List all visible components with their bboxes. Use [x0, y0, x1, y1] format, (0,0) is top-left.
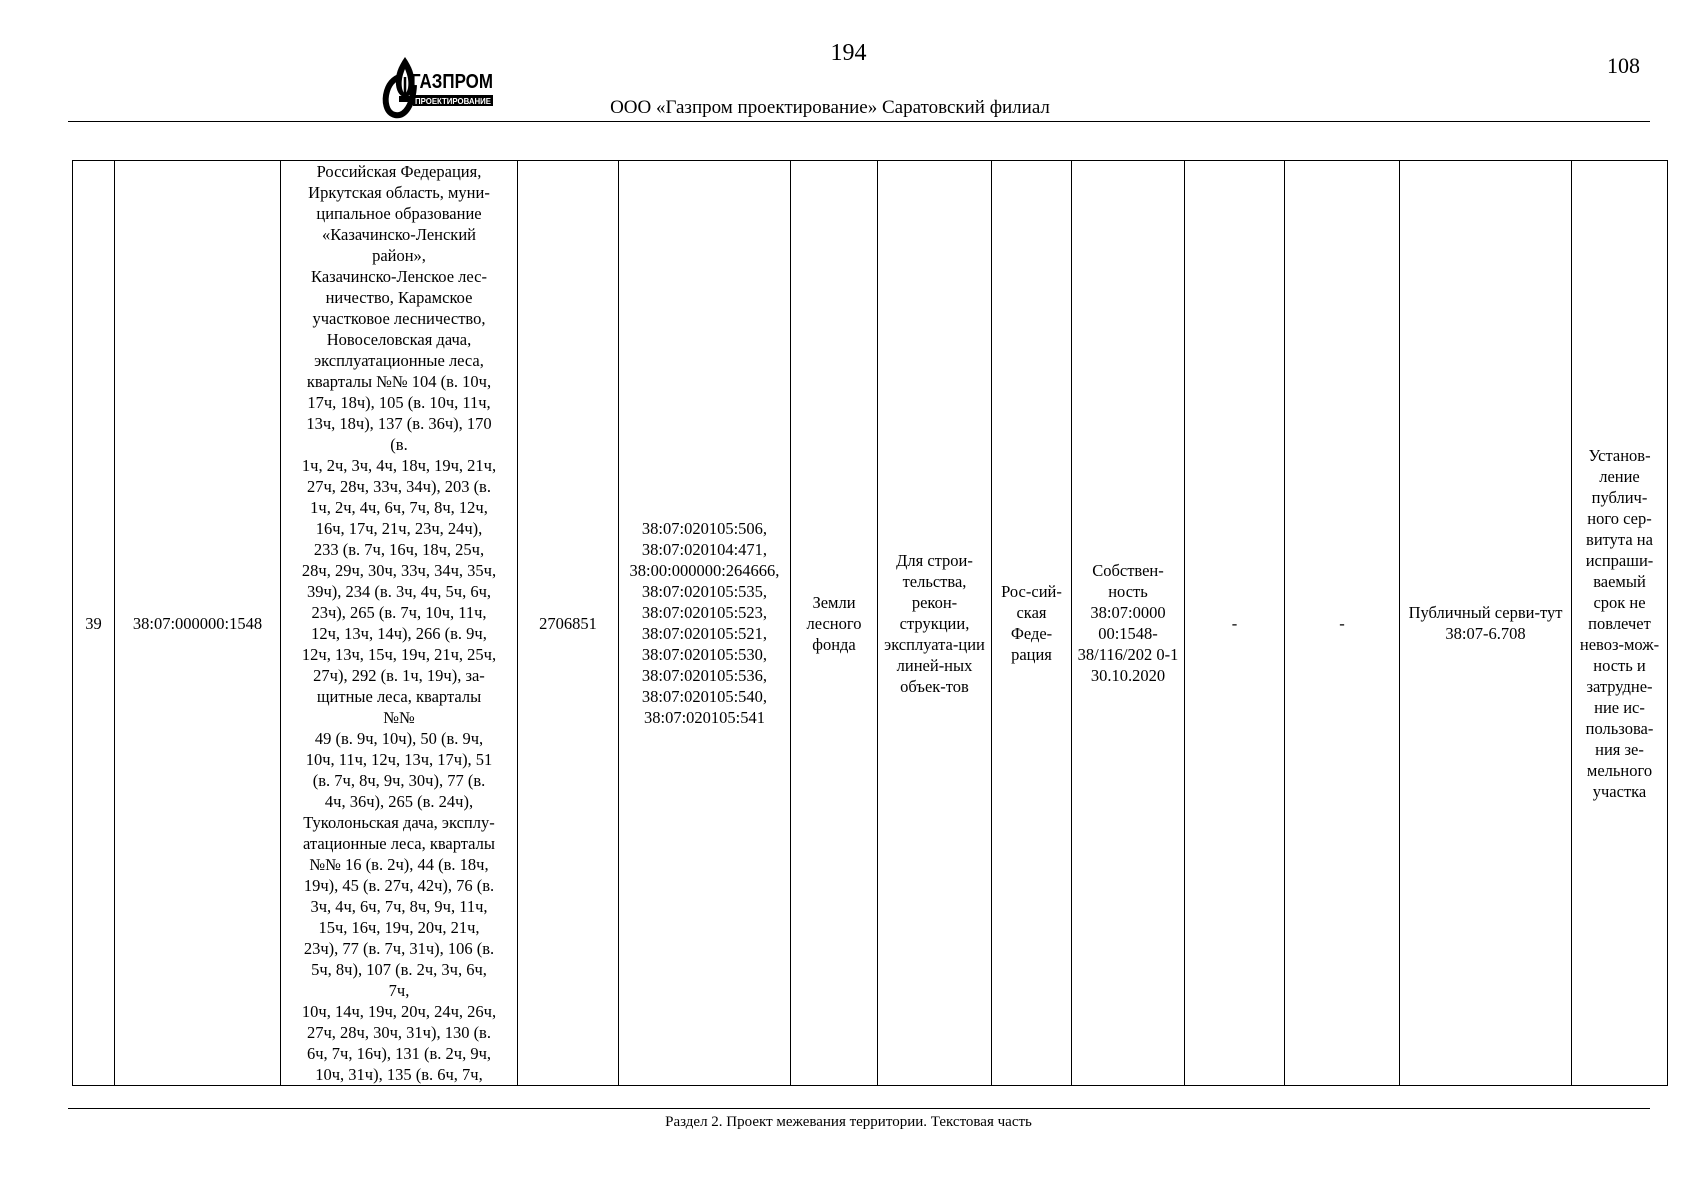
- parcel-number: 38:07:020105:535,: [641, 582, 768, 601]
- cadastral-number: 38:07:000000:1548: [115, 161, 281, 1086]
- footer-section-title: Раздел 2. Проект межевания территории. Текстовая часть: [665, 1114, 1032, 1130]
- footer-divider: [68, 1108, 1650, 1109]
- address-line: 39ч), 234 (в. 3ч, 4ч, 5ч, 6ч,: [306, 582, 492, 601]
- address-line: 13ч, 18ч), 137 (в. 36ч), 170: [306, 414, 492, 433]
- address-line: 4ч, 36ч), 265 (в. 24ч),: [324, 792, 474, 811]
- logo-wordmark: ГАЗПРОМ: [411, 71, 493, 93]
- parcel-number: 38:07:020105:506,: [641, 519, 768, 538]
- address-line: №№ 16 (в. 2ч), 44 (в. 18ч,: [309, 855, 489, 874]
- address-line: 233 (в. 7ч, 16ч, 18ч, 25ч,: [313, 540, 485, 559]
- address-line: 15ч, 16ч, 19ч, 20ч, 21ч,: [318, 918, 480, 937]
- address-line: 12ч, 13ч, 15ч, 19ч, 21ч, 25ч,: [301, 645, 497, 664]
- permitted-use: Для строи-тельства, рекон-струкции, эксплуата-ции линей-ных объек-тов: [878, 161, 992, 1086]
- address-line: 16ч, 17ч, 21ч, 23ч, 24ч),: [315, 519, 483, 538]
- company-name: ООО «Газпром проектирование» Саратовский филиал: [610, 97, 1050, 118]
- address-line: 12ч, 13ч, 14ч), 266 (в. 9ч,: [311, 624, 487, 643]
- parcel-number: 38:07:020105:523,: [641, 603, 768, 622]
- plot-address: [281, 161, 518, 1086]
- address-line: участковое лесничество,: [312, 309, 486, 328]
- logo-subtext: ПРОЕКТИРОВАНИЕ: [415, 96, 492, 106]
- parcel-number: 38:07:020104:471,: [641, 540, 768, 559]
- address-line: 19ч), 45 (в. 27ч, 42ч), 76 (в.: [303, 876, 495, 895]
- land-plots-table: [72, 160, 1668, 1086]
- address-line: (в.: [390, 435, 408, 454]
- header-divider: [68, 121, 1650, 122]
- row-number: 39: [73, 161, 115, 1086]
- registered-rights: Собствен-ность 38:07:0000 00:1548-38/116/202 0-1 30.10.2020: [1072, 161, 1185, 1086]
- table-row: [73, 161, 1668, 1086]
- address-line: район»,: [372, 246, 426, 265]
- address-line: 10ч, 31ч), 135 (в. 6ч, 7ч,: [315, 1065, 483, 1084]
- encumbrance: Публичный серви-тут 38:07-6.708: [1400, 161, 1572, 1086]
- address-line: №№: [383, 708, 415, 727]
- empty-value: -: [1285, 161, 1400, 1086]
- address-line: 49 (в. 9ч, 10ч), 50 (в. 9ч,: [314, 729, 484, 748]
- page-number: 194: [830, 40, 867, 66]
- address-line: ципальное образование: [316, 204, 482, 223]
- address-line: 17ч, 18ч), 105 (в. 10ч, 11ч,: [307, 393, 491, 412]
- address-line: 10ч, 11ч, 12ч, 13ч, 17ч), 51: [305, 750, 493, 769]
- address-line: 27ч, 28ч, 30ч, 31ч), 130 (в.: [307, 1023, 491, 1042]
- parcel-number: 38:07:020105:541: [643, 708, 765, 727]
- address-line: атационные леса, кварталы: [303, 834, 495, 853]
- address-line: 3ч, 4ч, 6ч, 7ч, 8ч, 9ч, 11ч,: [310, 897, 488, 916]
- address-line: 23ч), 77 (в. 7ч, 31ч), 106 (в.: [303, 939, 495, 958]
- address-line: 1ч, 2ч, 4ч, 6ч, 7ч, 8ч, 12ч,: [310, 498, 488, 517]
- plot-area: 2706851: [518, 161, 619, 1086]
- address-line: 1ч, 2ч, 3ч, 4ч, 18ч, 19ч, 21ч,: [301, 456, 497, 475]
- address-line: (в. 7ч, 8ч, 9ч, 30ч), 77 (в.: [312, 771, 486, 790]
- address-line: 27ч, 28ч, 33ч, 34ч), 203 (в.: [307, 477, 491, 496]
- address-line: эксплуатационные леса,: [314, 351, 484, 370]
- land-category: Земли лесного фонда: [791, 161, 878, 1086]
- parcel-number: 38:07:020105:530,: [641, 645, 768, 664]
- empty-value: -: [1185, 161, 1285, 1086]
- address-line: ничество, Карамское: [325, 288, 473, 307]
- address-line: 27ч), 292 (в. 1ч, 19ч), за-: [313, 666, 485, 685]
- address-line: 5ч, 8ч), 107 (в. 2ч, 3ч, 6ч,: [311, 960, 487, 979]
- owner: Рос-сий-ская Феде-рация: [992, 161, 1072, 1086]
- address-line: Иркутская область, муни-: [308, 183, 490, 202]
- note: Установ-ление публич-ного сер-витута на испраши-ваемый срок не повлечет невоз-мож-ность и затрудне-ние ис-пользова-ния зе-мельного участка: [1572, 161, 1668, 1086]
- included-parcels: [619, 161, 791, 1086]
- address-line: Российская Федерация,: [316, 162, 482, 181]
- address-line: «Казачинско-Ленский: [322, 225, 476, 244]
- address-line: 6ч, 7ч, 16ч), 131 (в. 2ч, 9ч,: [306, 1044, 492, 1063]
- sheet-number: 108: [1607, 53, 1640, 78]
- address-line: Новоселовская дача,: [326, 330, 472, 349]
- parcel-number: 38:07:020105:536,: [641, 666, 768, 685]
- parcel-number: 38:07:020105:540,: [641, 687, 768, 706]
- address-line: 7ч,: [388, 981, 410, 1000]
- address-line: 28ч, 29ч, 30ч, 33ч, 34ч, 35ч,: [301, 561, 497, 580]
- gazprom-logo: [383, 55, 495, 121]
- address-line: 10ч, 14ч, 19ч, 20ч, 24ч, 26ч,: [301, 1002, 497, 1021]
- address-line: 23ч), 265 (в. 7ч, 10ч, 11ч,: [311, 603, 487, 622]
- address-line: Туколоньская дача, эксплу-: [303, 813, 495, 832]
- parcel-number: 38:07:020105:521,: [641, 624, 768, 643]
- parcel-number: 38:00:000000:264666,: [629, 561, 780, 580]
- address-line: щитные леса, кварталы: [316, 687, 482, 706]
- address-line: Казачинско-Ленское лес-: [311, 267, 487, 286]
- address-line: кварталы №№ 104 (в. 10ч,: [306, 372, 492, 391]
